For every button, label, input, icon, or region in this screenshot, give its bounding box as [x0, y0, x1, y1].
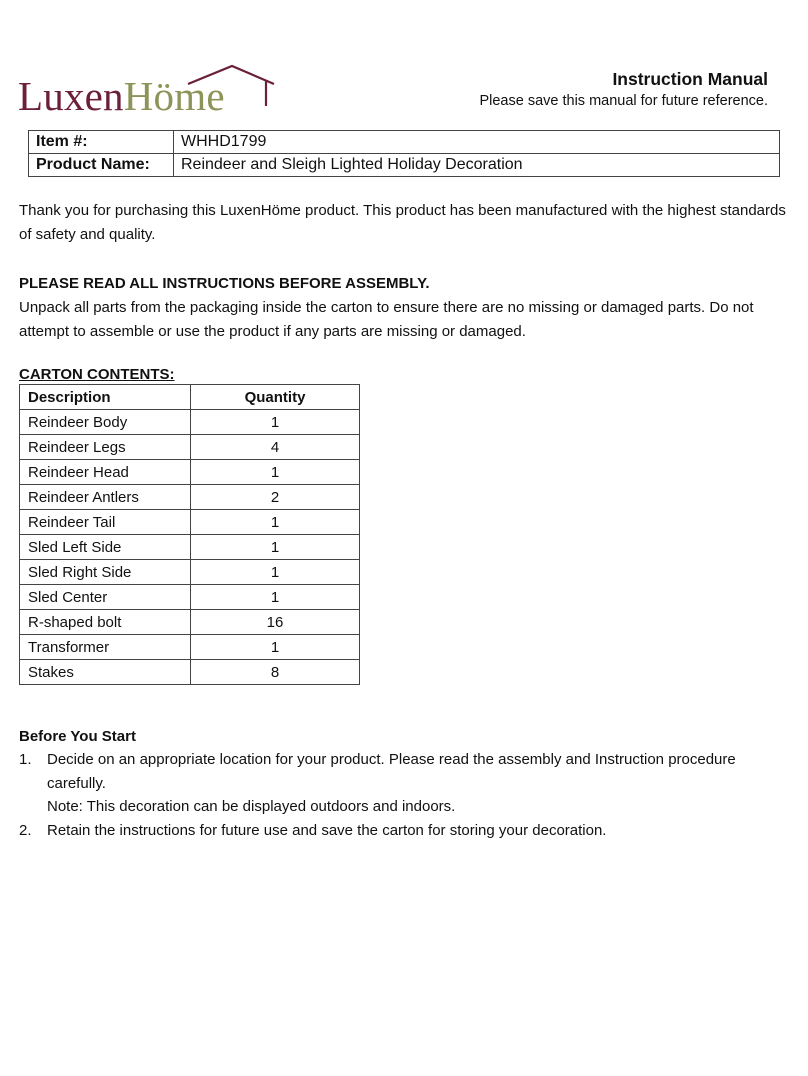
- list-item: [19, 819, 789, 843]
- item-info-table: [28, 130, 780, 177]
- row-quantity: 1: [191, 635, 360, 660]
- table-row: [20, 485, 360, 510]
- item-label: Item #:: [29, 131, 174, 154]
- logo-wordmark: [18, 73, 225, 119]
- table-row: [20, 660, 360, 685]
- before-start-heading: Before You Start: [19, 728, 136, 745]
- item-row: [29, 131, 780, 154]
- product-value: Reindeer and Sleigh Lighted Holiday Decoration: [174, 154, 780, 177]
- table-row: [20, 535, 360, 560]
- product-row: [29, 154, 780, 177]
- table-row: [20, 460, 360, 485]
- read-all-body: Unpack all parts from the packaging inside the carton to ensure there are no missing or damaged parts. Do not attempt to assemble or use the product if any parts are missing or damaged.: [19, 299, 754, 340]
- row-quantity: 1: [191, 535, 360, 560]
- row-quantity: 2: [191, 485, 360, 510]
- table-row: [20, 435, 360, 460]
- logo-home: Höme: [123, 73, 225, 119]
- manual-subtitle: Please save this manual for future reference.: [479, 93, 768, 109]
- before-start-list: [19, 748, 789, 842]
- read-all-heading: PLEASE READ ALL INSTRUCTIONS BEFORE ASSEMBLY.: [19, 275, 430, 292]
- row-description: Reindeer Tail: [20, 510, 191, 535]
- table-row: [20, 560, 360, 585]
- row-quantity: 1: [191, 585, 360, 610]
- table-row: [20, 635, 360, 660]
- row-quantity: 1: [191, 460, 360, 485]
- item-value: WHHD1799: [174, 131, 780, 154]
- row-description: Sled Center: [20, 585, 191, 610]
- table-row: [20, 585, 360, 610]
- row-quantity: 1: [191, 410, 360, 435]
- list-item-text: Retain the instructions for future use and save the carton for storing your decoration.: [47, 821, 607, 839]
- carton-heading: CARTON CONTENTS:: [19, 366, 175, 383]
- row-description: Sled Right Side: [20, 560, 191, 585]
- row-description: Sled Left Side: [20, 535, 191, 560]
- list-item-note: Note: This decoration can be displayed outdoors and indoors.: [47, 798, 456, 815]
- row-quantity: 16: [191, 610, 360, 635]
- row-quantity: 1: [191, 510, 360, 535]
- row-description: Reindeer Body: [20, 410, 191, 435]
- table-row: [20, 610, 360, 635]
- brand-logo: [18, 60, 268, 119]
- row-description: Reindeer Antlers: [20, 485, 191, 510]
- row-description: Transformer: [20, 635, 191, 660]
- row-quantity: 8: [191, 660, 360, 685]
- product-label: Product Name:: [29, 154, 174, 177]
- carton-contents-table: [19, 384, 360, 685]
- list-item: [19, 748, 789, 819]
- table-row: [20, 510, 360, 535]
- table-row: [20, 410, 360, 435]
- logo-luxen: Luxen: [18, 73, 124, 119]
- list-item-number: 1.: [19, 751, 32, 768]
- list-item-text: Decide on an appropriate location for your product. Please read the assembly and Instruction procedure carefully.: [47, 751, 736, 792]
- table-header-row: [20, 385, 360, 410]
- row-description: Reindeer Head: [20, 460, 191, 485]
- col-description: Description: [20, 385, 191, 410]
- row-description: Stakes: [20, 660, 191, 685]
- list-item-number: 2.: [19, 821, 32, 839]
- col-quantity: Quantity: [191, 385, 360, 410]
- row-description: Reindeer Legs: [20, 435, 191, 460]
- row-quantity: 1: [191, 560, 360, 585]
- row-quantity: 4: [191, 435, 360, 460]
- row-description: R-shaped bolt: [20, 610, 191, 635]
- intro-paragraph: Thank you for purchasing this LuxenHöme product. This product has been manufactured with the highest standards of safety and quality.: [19, 202, 786, 243]
- manual-title: Instruction Manual: [612, 69, 768, 89]
